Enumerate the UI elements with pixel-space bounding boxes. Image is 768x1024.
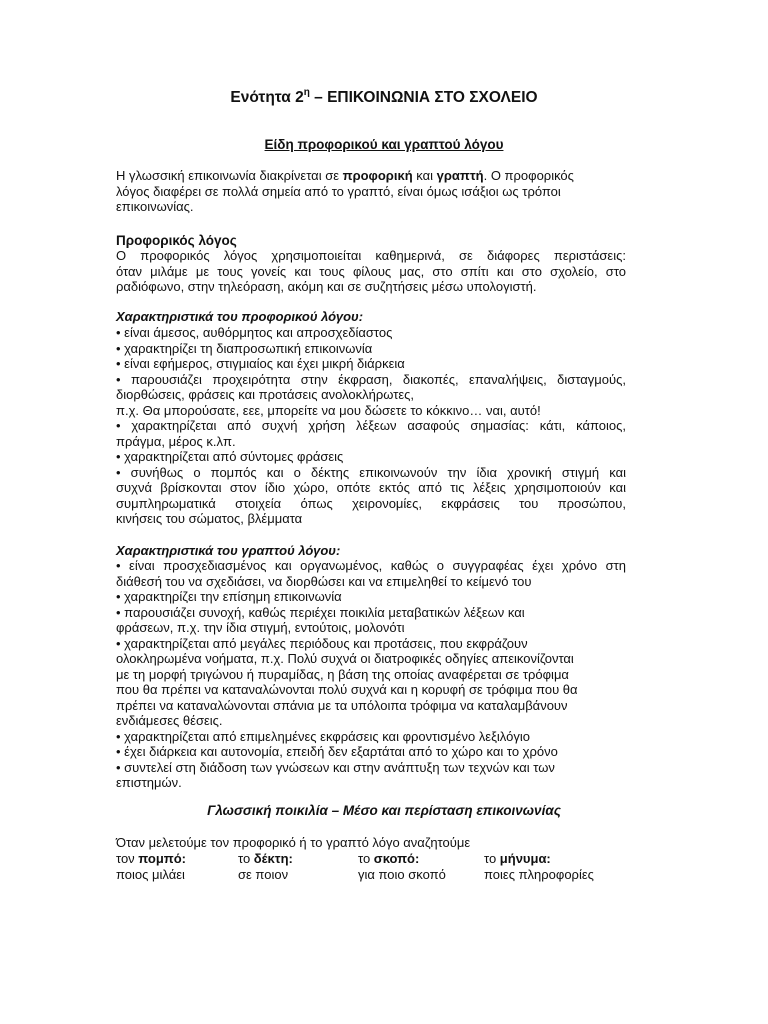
list-item: • συντελεί στη διάδοση των γνώσεων και στην ανάπτυξη των τεχνών και των	[116, 759, 555, 775]
intro-line-3: επικοινωνίας.	[116, 199, 194, 214]
list-item: που θα πρέπει να καταναλώνονται πολύ συχνά και η κορυφή σε τρόφιμα που θα	[116, 682, 578, 697]
list-item: με τη μορφή τριγώνου ή πυραμίδας, η βάση της οποίας αναφέρεται σε τρόφιμα	[116, 666, 569, 682]
question-purpose: για ποιο σκοπό	[358, 867, 446, 882]
list-item: • είναι άμεσος, αυθόρμητος και απροσχεδίαστος	[116, 325, 393, 340]
list-item: π.χ. Θα μπορούσατε, εεε, μπορείτε να μου δώσετε το κόκκινο… ναι, αυτό!	[116, 402, 541, 418]
list-item: • χαρακτηρίζεται από μεγάλες περιόδους και προτάσεις, που εκφράζουν	[116, 635, 528, 651]
question-message: ποιες πληροφορίες	[484, 867, 594, 882]
written-characteristics-heading: Χαρακτηριστικά του γραπτού λόγου:	[116, 543, 341, 558]
list-item: • χαρακτηρίζεται από συχνή χρήση λέξεων ασαφούς σημασίας: κάτι, κάποιος,	[116, 418, 626, 433]
list-item: • χαρακτηρίζει τη διαπροσωπική επικοινωνία	[116, 340, 373, 356]
page-title: Ενότητα $2^\eta$ – ΕΠΙΚΟΙΝΩΝΙΑ ΣΤΟ ΣΧΟΛΕΙΟ	[230, 87, 538, 107]
role-sender: τον πομπό:	[116, 851, 187, 866]
text-line: όταν μιλάμε με τους γονείς και τους φίλους μας, στο σπίτι και στο σχολείο, στο	[116, 263, 626, 279]
question-sender: ποιος μιλάει	[116, 867, 185, 882]
list-item: • έχει διάρκεια και αυτονομία, επειδή δεν εξαρτάται από το χώρο και το χρόνο	[116, 744, 558, 759]
list-item: • παρουσιάζει προχειρότητα στην έκφραση, διακοπές, επαναλήψεις, δισταγμούς,	[116, 371, 626, 387]
list-item: • χαρακτηρίζεται από επιμελημένες εκφράσεις και φροντισμένο λεξιλόγιο	[116, 728, 530, 744]
list-item: διάθεσή του να σχεδιάσει, να διορθώσει και να επιμεληθεί το κείμενό του	[116, 573, 532, 589]
section-heading: Γλωσσική ποικιλία – Μέσο και περίσταση επικοινωνίας	[207, 803, 561, 818]
list-item: • είναι εφήμερος, στιγμιαίος και έχει μικρή διάρκεια	[116, 356, 405, 371]
list-item: ενδιάμεσες θέσεις.	[116, 713, 223, 728]
list-item: • παρουσιάζει συνοχή, καθώς περιέχει ποικιλία μεταβατικών λέξεων και	[116, 604, 525, 620]
subtitle: Είδη προφορικού και γραπτού λόγου	[264, 137, 504, 152]
roles-row	[116, 851, 636, 867]
list-item: ολοκληρωμένα νοήματα, π.χ. Πολύ συχνά οι διατροφικές οδηγίες απεικονίζονται	[116, 651, 574, 666]
list-item: συμπληρωματικά στοιχεία όπως χειρονομίες, εκφράσεις του προσώπου,	[116, 495, 626, 511]
role-purpose: το σκοπό:	[358, 851, 420, 866]
text-line: ραδιόφωνο, στην τηλεόραση, ακόμη και σε συζητήσεις μέσω υπολογιστή.	[116, 279, 537, 294]
list-item: • χαρακτηρίζεται από σύντομες φράσεις	[116, 449, 344, 464]
section-intro: Όταν μελετούμε τον προφορικό ή το γραπτό λόγο αναζητούμε	[116, 835, 471, 850]
intro-paragraph	[116, 168, 626, 215]
intro-line-1: Η γλωσσική επικοινωνία διακρίνεται σε προφορική και γραπτή. Ο προφορικός	[116, 168, 574, 183]
list-item: επιστημών.	[116, 775, 182, 790]
text-line: Ο προφορικός λόγος χρησιμοποιείται καθημερινά, σε διάφορες περιστάσεις:	[116, 248, 626, 263]
list-item: • συνήθως ο πομπός και ο δέκτης επικοινωνούν την ίδια χρονική στιγμή και	[116, 464, 626, 480]
list-item: • είναι προσχεδιασμένος και οργανωμένος, καθώς ο συγγραφέας έχει χρόνο στη	[116, 558, 626, 573]
list-item: φράσεων, π.χ. την ίδια στιγμή, εντούτοις, μολονότι	[116, 620, 405, 635]
role-message: το μήνυμα:	[484, 851, 551, 866]
list-item: συχνά βρίσκονται στον ίδιο χώρο, οπότε εκτός από τις λέξεις χρησιμοποιούν και	[116, 480, 626, 495]
oral-paragraph	[116, 248, 626, 295]
oral-heading: Προφορικός λόγος	[116, 233, 237, 248]
written-characteristics-list	[116, 558, 626, 791]
oral-characteristics-list	[116, 325, 626, 527]
title-superscript: η	[303, 87, 310, 98]
intro-line-2: λόγος διαφέρει σε πολλά σημεία από το γραπτό, είναι όμως ισάξιοι ως τρόποι	[116, 183, 561, 199]
list-item: πράγμα, μέρος κ.λπ.	[116, 433, 236, 449]
list-item: • χαρακτηρίζει την επίσημη επικοινωνία	[116, 589, 342, 604]
question-receiver: σε ποιον	[238, 867, 289, 882]
list-item: πρέπει να καταναλώνονται σπάνια με τα υπόλοιπα τρόφιμα να καταλαμβάνουν	[116, 697, 568, 713]
role-receiver: το δέκτη:	[238, 851, 293, 866]
list-item: διορθώσεις, φράσεις και προτάσεις ανολοκλήρωτες,	[116, 387, 414, 402]
oral-characteristics-heading: Χαρακτηριστικά του προφορικού λόγου:	[116, 309, 364, 324]
list-item: κινήσεις του σώματος, βλέμματα	[116, 511, 303, 526]
questions-row	[116, 867, 636, 883]
